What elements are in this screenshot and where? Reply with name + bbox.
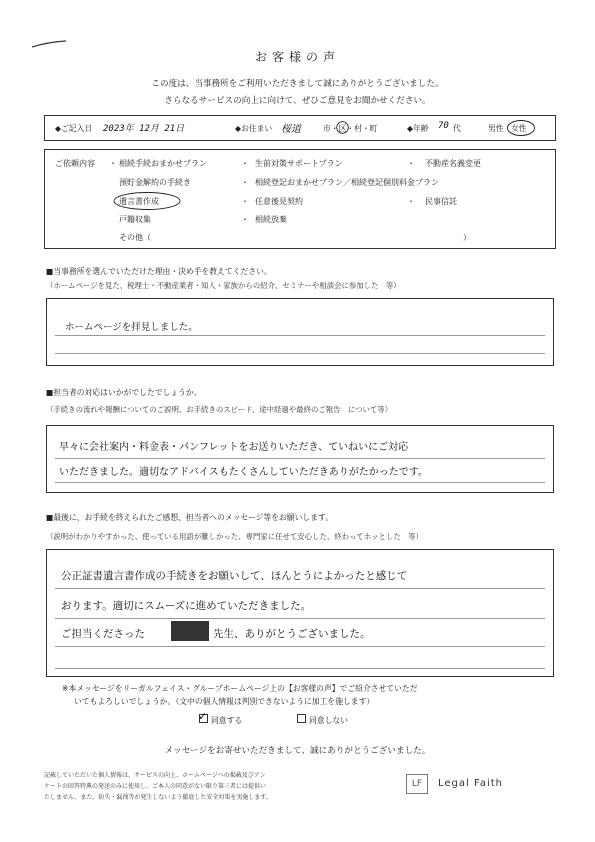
service-souzoku-touki[interactable]: 相続登記おまかせプラン／相続登記個別料金プラン <box>255 178 439 187</box>
privacy-notice <box>44 770 272 803</box>
agree-label[interactable]: 同意する <box>211 716 243 725</box>
service-koseki-shushu[interactable]: 戸籍収集 <box>119 215 151 224</box>
q2-answer-box[interactable] <box>46 425 554 493</box>
q1-hint: （ホームページを見た、税理士・不動産業者・知人・家族からの紹介、セミナーや相談会に参加した 等） <box>46 281 401 290</box>
service-sonota-close: ） <box>463 233 471 242</box>
q2-hint: （手続きの流れや報酬についてのご説明、お手続きのスピード、途中経過や最終のご報告 について等） <box>46 405 393 414</box>
services-box <box>44 149 556 249</box>
age-label: ◆年齢 <box>407 124 429 133</box>
consent-note-line-2: いてもよろしいでしょうか。（文中の個人情報は判別できないように加工を施します） <box>74 697 375 706</box>
redacted-name-block <box>171 621 209 641</box>
selected-circle-ku <box>336 121 349 134</box>
bullet: ・ <box>109 159 117 168</box>
service-souzoku-omakase[interactable]: 相続手続おまかせプラン <box>119 159 207 168</box>
service-fudosan-meigi[interactable]: 不動産名義変更 <box>425 159 481 168</box>
disagree-label[interactable]: 同意しない <box>309 716 348 725</box>
age-suffix: 代 <box>453 124 461 133</box>
bullet: ・ <box>241 159 249 168</box>
privacy-line-1: 記載していただいた個人情報は、サービスの向上、ホームページへの掲載及びアン <box>44 772 266 779</box>
q1-answer-line-1: ホームページを拝見しました。 <box>65 322 198 333</box>
q3-answer-line-2: おります。適切にスムーズに進めていただきました。 <box>61 600 312 612</box>
date-value[interactable]: 2023年 12月 21日 <box>103 124 185 134</box>
date-label: ◆ご記入日 <box>55 124 93 133</box>
page-title: お客様の声 <box>254 50 340 64</box>
service-nini-kouken[interactable]: 任意後見契約 <box>255 197 303 206</box>
age-value[interactable]: 70 <box>438 121 449 131</box>
service-igonsho-sakusei[interactable]: 遺言書作成 <box>119 197 159 206</box>
legal-faith-logo-text: Legal Faith <box>438 778 503 789</box>
privacy-line-2: ケートの回答特典の発送のみに使用し、ご本人の同意がない限り第三者には提供い <box>44 783 267 790</box>
agree-checkmark-icon: ✓ <box>198 710 208 723</box>
address-suffix: 市・区・村・町 <box>323 124 378 133</box>
service-souzoku-houki[interactable]: 相続放棄 <box>255 215 287 224</box>
address-label: ◆お住まい <box>235 124 273 133</box>
bullet: ・ <box>407 159 415 168</box>
service-yochokin-kaiyaku[interactable]: 預貯金解約の手続き <box>119 178 191 187</box>
bullet: ・ <box>241 197 249 206</box>
q2-question: ■担当者の対応はいかがでしたでしょうか。 <box>46 388 202 397</box>
bullet: ・ <box>241 178 249 187</box>
gender-male[interactable]: 男性 <box>488 124 504 133</box>
thanks-message: メッセージをお寄せいただきまして、誠にありがとうございました。 <box>164 746 431 756</box>
q3-answer-line-3b: 先生、ありがとうございました。 <box>213 628 371 640</box>
q3-question: ■最後に、お手続を終えられたご感想、担当者へのメッセージ等をお願いします。 <box>46 513 333 522</box>
services-label: ご依頼内容 <box>55 159 95 168</box>
privacy-line-3: たしません。また、紛失・漏洩等が発生しないよう徹底した安全対策を実施します。 <box>44 794 272 801</box>
intro-line-2: さらなるサービスの向上に向けて、ぜひご意見をお聞かせください。 <box>164 96 431 106</box>
q3-answer-line-3a: ご担当くださった <box>61 628 145 640</box>
disagree-checkbox[interactable] <box>297 714 306 723</box>
info-box <box>44 115 556 141</box>
q2-answer-line-2: いただきました。適切なアドバイスもたくさんしていただきありがたかったです。 <box>59 467 428 478</box>
service-minji-shintaku[interactable]: 民事信託 <box>425 197 457 206</box>
service-sonota[interactable]: その他（ <box>119 233 151 242</box>
q1-question: ■当事務所を選んでいただけた理由・決め手を教えてください。 <box>46 267 272 276</box>
q3-answer-line-1: 公正証書遺言書作成の手続きをお願いして、ほんとうによかったと感じて <box>61 570 408 582</box>
consent-note-line-1: ※本メッセージをリーガルフェイス・グループホームページ上の【お客様の声】でご紹介させていただ <box>62 684 418 693</box>
legal-faith-logo-icon: LF <box>406 774 428 794</box>
bullet: ・ <box>241 215 249 224</box>
service-seizen-support[interactable]: 生前対策サポートプラン <box>255 159 343 168</box>
selected-circle-female <box>506 119 536 137</box>
bullet: ・ <box>407 197 415 206</box>
address-value[interactable]: 桜道 <box>281 124 301 135</box>
selected-circle-igonsho <box>111 191 183 211</box>
intro-line-1: この度は、当事務所をご利用いただきまして誠にありがとうございました。 <box>151 79 444 89</box>
gender-female[interactable]: 女性 <box>511 124 527 133</box>
q2-answer-line-1: 早々に会社案内・料金表・パンフレットをお送りいただき、ていねいにご対応 <box>59 442 409 453</box>
q3-hint: （説明がわかりやすかった、使っている用語が難しかった、専門家に任せて安心した、終わってホッとした 等） <box>46 532 423 541</box>
q3-answer-box[interactable] <box>46 549 554 677</box>
q1-answer-box[interactable] <box>46 298 554 366</box>
